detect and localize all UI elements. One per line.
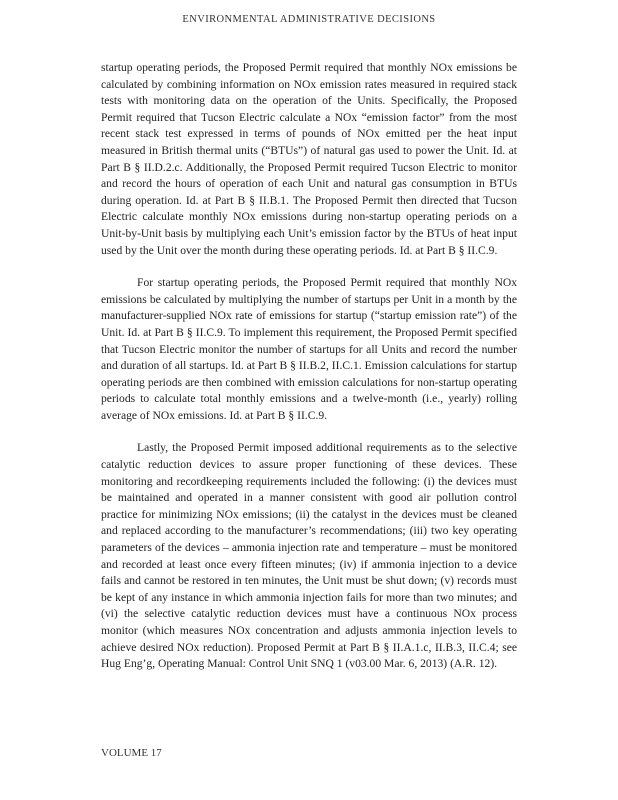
paragraph-startup-periods: For startup operating periods, the Proposed Permit required that monthly NOx emissions be calculated by multiplying the number of startups per Unit in a month by the manufacturer-supplied NOx rate of emissions for startup (“startup emission rate”) of the Unit. Id. at Part B § II.C.9. To implement this requirement, the Proposed Permit specified that Tucson Electric monitor the number of startups for all Units and record the number and duration of all startups. Id. at Part B § II.B.2, II.C.1. Emission calculations for startup operating periods are then combined with emission calculations for non-startup operating periods to calculate total monthly emissions and a twelve-month (i.e., yearly) rolling average of NOx emissions. Id. at Part B § II.C.9. [101,276,517,422]
running-header: ENVIRONMENTAL ADMINISTRATIVE DECISIONS [182,14,436,25]
paragraph-continuation: startup operating periods, the Proposed Permit required that monthly NOx emissions be calculated by combining information on NOx emission rates measured in required stack tests with monitoring data on the operation of the Units. Specifically, the Proposed Permit required that Tucson Electric calculate a NOx “emission factor” from the most recent stack test expressed in terms of pounds of NOx emitted per the heat input measured in British thermal units (“BTUs”) of natural gas used to power the Unit. Id. at Part B § II.D.2.c. Additionally, the Proposed Permit required Tucson Electric to monitor and record the hours of operation of each Unit and natural gas consumption in BTUs during operation. Id. at Part B § II.B.1. The Proposed Permit then directed that Tucson Electric calculate monthly NOx emissions during non-startup operating periods on a Unit-by-Unit basis by multiplying each Unit’s emission factor by the BTUs of heat input used by the Unit over the month during these operating periods. Id. at Part B § II.C.9. [101,61,517,257]
paragraph-catalytic-requirements: Lastly, the Proposed Permit imposed additional requirements as to the selective catalytic reduction devices to assure proper functioning of these devices. These monitoring and recordkeeping requirements included the following: (i) the devices must be maintained and operated in a manner consistent with good air pollution control practice for minimizing NOx emissions; (ii) the catalyst in the devices must be cleaned and replaced according to the manufacturer’s recommendations; (iii) two key operating parameters of the devices – ammonia injection rate and temperature – must be monitored and recorded at least once every fifteen minutes; (iv) if ammonia injection to a device fails and cannot be restored in ten minutes, the Unit must be shut down; (v) records must be kept of any instance in which ammonia injection fails for more than two minutes; and (vi) the selective catalytic reduction devices must have a continuous NOx process monitor (which measures NOx concentration and adjusts ammonia injection levels to achieve desired NOx reduction). Proposed Permit at Part B § II.A.1.c, II.B.3, II.C.4; see Hug Eng’g, Operating Manual: Control Unit SNQ 1 (v03.00 Mar. 6, 2013) (A.R. 12). [101,441,517,671]
volume-footer: VOLUME 17 [101,747,162,759]
document-body [101,60,517,689]
